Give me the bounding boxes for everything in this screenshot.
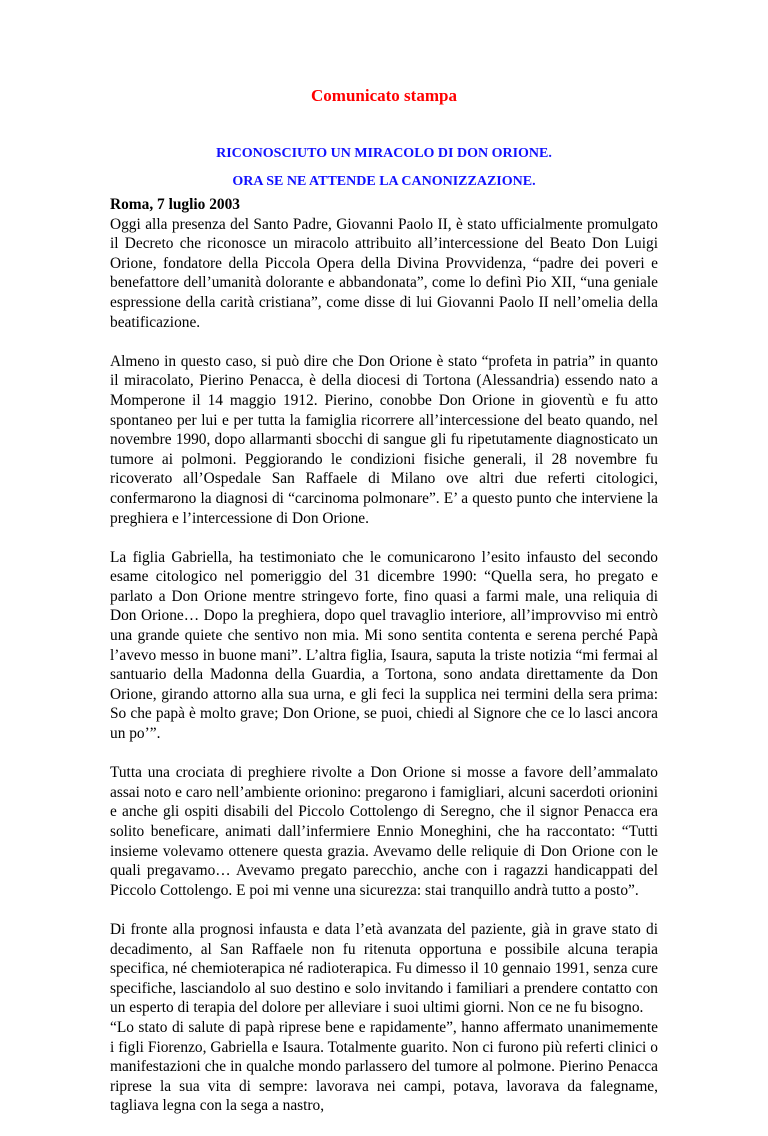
paragraph-4: Tutta una crociata di preghiere rivolte a Don Orione si mosse a favore dell’ammalato assai noto e caro nell’ambiente orionino: pregarono i famigliari, alcuni sacerdoti orionini e anche gli ospiti disabili del Piccolo Cottolengo di Seregno, che il signor Penacca era solito beneficare, animati dall’infermiere Ennio Moneghini, che ha raccontato: “Tutti insieme volevamo ottenere questa grazia. Avevamo delle reliquie di Don Orione con le quali pregavamo… Avevamo pregato parecchio, anche con i ragazzi handicappati del Piccolo Cottolengo. E poi mi venne una sicurezza: stai tranquillo andrà tutto a posto”. [110,764,658,899]
paragraph-5: Di fronte alla prognosi infausta e data l’età avanzata del paziente, già in grave stato di decadimento, al San Raffaele non fu ritenuta opportuna e possibile alcuna terapia specifica, né chemioterapica né radioterapica. Fu dimesso il 10 gennaio 1991, senza cure specifiche, lasciandolo al suo destino e solo invitando i familiari a prendere contatto con un esperto di terapia del dolore per alleviare i suoi ultimi giorni. Non ce ne fu bisogno. [110,920,658,1017]
paragraph-1 [110,195,658,332]
headline-1: RICONOSCIUTO UN MIRACOLO DI DON ORIONE. [216,146,552,161]
paragraph-6: “Lo stato di salute di papà riprese bene e rapidamente”, hanno affermato unanimemente i figli Fiorenzo, Gabriella e Isaura. Totalmente guarito. Non ci furono più referti clinici o manifestazioni che in qualche mondo parlassero del tumore al polmone. Pierino Penacca riprese la sua vita di sempre: lavorava nei campi, potava, lavorava da falegname, tagliava legna con la sega a nastro, [110,1018,658,1115]
paragraph-text: Oggi alla presenza del Santo Padre, Giovanni Paolo II, è stato ufficialmente promulgato il Decreto che riconosce un miracolo attribuito all’intercessione del Beato Don Luigi Orione, fondatore della Piccola Opera della Divina Provvidenza, “padre dei poveri e benefattore dell’umanità dolorante e abbandonata”, come lo definì Pio XII, “una geniale espressione della carità cristiana”, come disse di lui Giovanni Paolo II nell’omelia della beatificazione. [110,215,658,331]
paragraph-3: La figlia Gabriella, ha testimoniato che le comunicarono l’esito infausto del secondo esame citologico nel pomeriggio del 31 dicembre 1990: “Quella sera, ho pregato e parlato a Don Orione mentre stringevo forte, fino quasi a farmi male, una reliquia di Don Orione… Dopo la preghiera, dopo quel travaglio interiore, all’improvviso mi entrò una grande quiete che sentivo non mia. Mi sono sentita contenta e serena perché Papà l’avevo messo in buone mani”. L’altra figlia, Isaura, saputa la triste notizia “mi fermai al santuario della Madonna della Guardia, a Tortona, sono andata direttamente da Don Orione, girando attorno alla sua urna, e gli feci la supplica nei termini della sera prima: So che papà è molto grave; Don Orione, se puoi, chiedi al Signore che ce lo lasci ancora un po’”. [110,548,658,743]
document-body [110,195,658,1136]
document-title: Comunicato stampa [311,86,457,105]
paragraph-2: Almeno in questo caso, si può dire che Don Orione è stato “profeta in patria” in quanto il miracolato, Pierino Penacca, è della diocesi di Tortona (Alessandria) essendo nato a Momperone il 14 maggio 1912. Pierino, conobbe Don Orione in gioventù e fu atto spontaneo per lui e per tutta la famiglia ricorrere all’intercessione del beato quando, nel novembre 1990, dopo allarmanti sbocchi di sangue gli fu ripetutamente diagnosticato un tumore ai polmoni. Peggiorando le condizioni fisiche generali, il 28 novembre fu ricoverato all’Ospedale San Raffaele di Milano ove altri due referti citologici, confermarono la diagnosi di “carcinoma polmonare”. E’ a questo punto che interviene la preghiera e l’intercessione di Don Orione. [110,352,658,527]
headline-2: ORA SE NE ATTENDE LA CANONIZZAZIONE. [232,174,536,189]
dateline: Roma, 7 luglio 2003 [110,196,240,213]
